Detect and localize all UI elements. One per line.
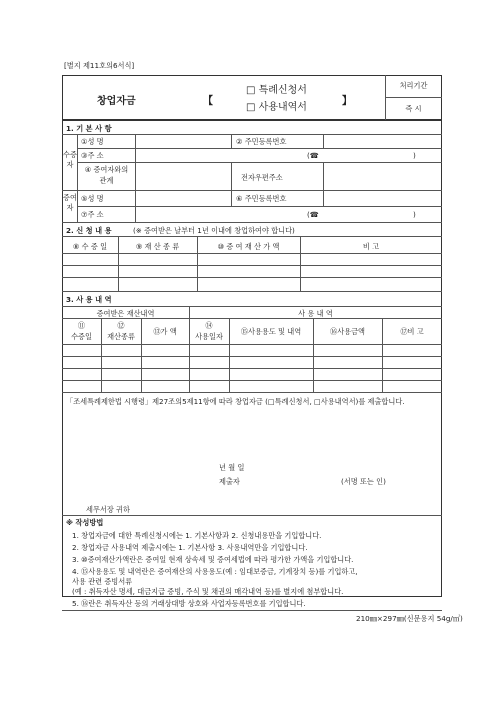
option-usage-statement[interactable]: □ 사용내역서 (246, 102, 307, 113)
application-rows[interactable] (63, 254, 441, 290)
col-receipt-date: ⑧ 수 증 일 (72, 242, 108, 251)
submitter-label: 제출자 (219, 477, 240, 486)
col17-remarks: ⑰비 고 (400, 327, 424, 336)
bracket-open: 【 (203, 96, 213, 107)
group-usage: 사 용 내 역 (298, 309, 333, 318)
recipient-label: 수증자 (63, 150, 77, 169)
recipient-address-field[interactable] (137, 149, 297, 161)
col14-label: 사용일자 (195, 332, 223, 341)
recipient-address-label: ③주 소 (81, 151, 104, 160)
signature-label: (서명 또는 인) (341, 477, 386, 486)
email-label: 전자우편주소 (241, 173, 283, 182)
donor-name-label: ⑤성 명 (81, 194, 104, 203)
recipient-phone-open: (☎ (307, 151, 319, 160)
instruction-item: (예 : 취득자산 명세, 대금지급 증빙, 주식 및 채권의 매각내역 등)를 별지에 첨부합니다. (72, 587, 344, 596)
col-remarks: 비 고 (362, 242, 380, 251)
donor-phone-open: (☎ (307, 210, 319, 219)
usage-rows[interactable] (63, 345, 441, 391)
col12-label: 재산종류 (107, 332, 135, 341)
section1-title: 1. 기 본 사 항 (66, 124, 112, 133)
col15-purpose: ⑮사용용도 및 내역 (240, 327, 302, 336)
section2-title: 2. 신 청 내 용 (66, 226, 112, 235)
instruction-item: 1. 창업자금에 대한 특례신청시에는 1. 기본사항과 2. 신청내용만을 기입합니다. (72, 531, 322, 540)
option-special-application[interactable]: □ 특례신청서 (246, 85, 307, 96)
col11-num: ⑪ (77, 321, 86, 330)
col-gift-value: ⑩ 증 여 재 산 가 액 (217, 242, 280, 251)
instructions-title: ※ 작성방법 (66, 518, 104, 527)
bracket-close: 】 (342, 96, 352, 107)
col16-amount-used: ⑯사용금액 (330, 327, 365, 336)
group-received-property: 증여받은 재산내역 (96, 309, 155, 318)
donor-phone-close: ) (413, 210, 416, 219)
email-field[interactable] (325, 163, 440, 189)
relation-field[interactable] (137, 163, 229, 189)
recipient-id-label: ② 주민등록번호 (236, 137, 287, 146)
instruction-item: 4. ⑮사용용도 및 내역란은 증여재산의 사용용도(예 : 임대보증금, 기계장치 등)를 기입하고, (72, 567, 358, 576)
col-property-type: ⑨ 재 산 종 류 (135, 242, 180, 251)
processing-period-value: 즉 시 (405, 104, 422, 113)
fund-title: 창업자금 (97, 96, 136, 107)
donor-name-field[interactable] (137, 191, 229, 205)
recipient-name-field[interactable] (137, 135, 229, 147)
recipient-id-field[interactable] (325, 135, 440, 147)
donor-id-label: ⑥ 주민등록번호 (236, 194, 287, 203)
recipient-phone-close: ) (413, 151, 416, 160)
instruction-item: 3. ⑩증여재산가액란은 증여일 현재 상속세 및 증여세법에 따라 평가한 가액을 기입합니다. (72, 555, 354, 564)
donor-id-field[interactable] (325, 191, 440, 205)
col11-label: 수증일 (71, 332, 92, 341)
donor-address-field[interactable] (137, 207, 297, 221)
submitter-field[interactable] (256, 475, 336, 487)
processing-period-label: 처리기간 (399, 81, 428, 90)
statement-text: 「조세특례제한법 시행령」제27조의5제11항에 따라 창업자금 (□특례신청서, □사용내역서)를 제출합니다. (66, 397, 405, 406)
instruction-item: 2. 창업자금 사용내역 제출시에는 1. 기본사항 3. 사용내역만을 기입합니다. (72, 543, 308, 552)
donor-address-label: ⑦주 소 (81, 210, 104, 219)
relation-label: ④ 증여자와의 관계 (84, 165, 129, 185)
col12-num: ⑫ (117, 321, 125, 330)
addressee: 세무서장 귀하 (86, 505, 130, 514)
instruction-item: 5. ⑯란은 취득자산 등의 거래상대방 상호와 사업자등록번호를 기입합니다. (72, 599, 306, 608)
col13-amount: ⑬가 액 (153, 327, 177, 336)
col14-num: ⑭ (205, 321, 213, 330)
form-number: [별지 제11호의6서식] (64, 61, 135, 70)
section2-note: (※ 증여받은 날부터 1년 이내에 창업하여야 합니다) (133, 226, 295, 235)
date-line: 년 월 일 (219, 463, 245, 472)
instruction-item: 사용 관련 증빙서류 (72, 577, 133, 586)
recipient-name-label: ①성 명 (81, 137, 104, 146)
paper-spec: 210㎜×297㎜(신문용지 54g/㎡) (356, 614, 463, 623)
donor-label: 증여자 (63, 193, 77, 212)
section3-title: 3. 사 용 내 역 (66, 295, 112, 304)
